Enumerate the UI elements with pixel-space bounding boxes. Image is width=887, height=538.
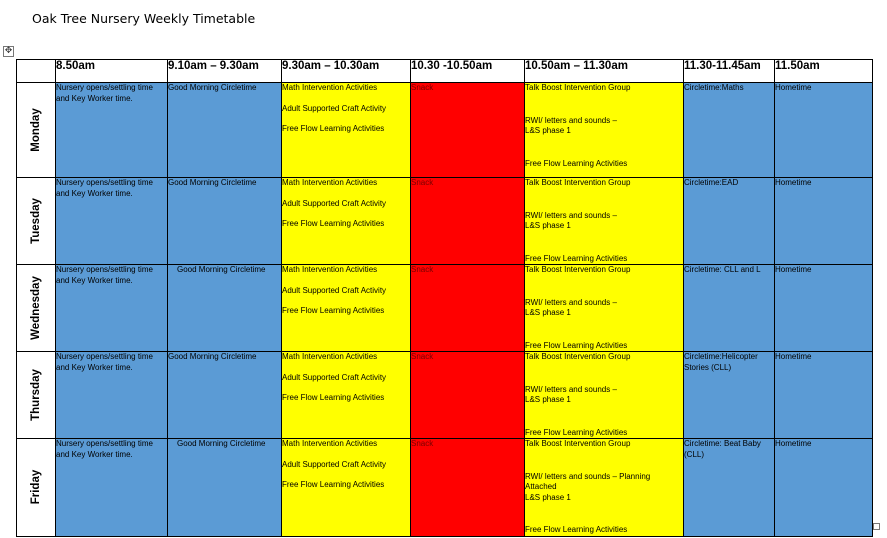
cell-activities: Math Intervention Activities Adult Supported Craft Activity Free Flow Learning Activities bbox=[282, 83, 411, 178]
cell-intervention: Talk Boost Intervention Group RWI/ letters and sounds – L&S phase 1 Free Flow Learning Activities bbox=[525, 352, 684, 439]
column-header: 11.50am bbox=[775, 60, 873, 83]
cell-arrival: Nursery opens/settling time and Key Worker time. bbox=[56, 439, 168, 537]
cell-snack: Snack bbox=[411, 352, 525, 439]
day-label: Thursday bbox=[30, 369, 42, 421]
table-row bbox=[17, 352, 873, 439]
cell-activities: Math Intervention Activities Adult Supported Craft Activity Free Flow Learning Activities bbox=[282, 352, 411, 439]
cell-circletime: Good Morning Circletime bbox=[168, 439, 282, 537]
page-title: Oak Tree Nursery Weekly Timetable bbox=[32, 11, 256, 26]
column-header: 9.30am – 10.30am bbox=[282, 60, 411, 83]
cell-circletime-topic: Circletime: Beat Baby (CLL) bbox=[684, 439, 775, 537]
cell-snack: Snack bbox=[411, 439, 525, 537]
table-row bbox=[17, 265, 873, 352]
cell-hometime: Hometime bbox=[775, 439, 873, 537]
day-header bbox=[17, 83, 56, 178]
cell-circletime-topic: Circletime: CLL and L bbox=[684, 265, 775, 352]
day-label: Wednesday bbox=[30, 276, 42, 340]
cell-circletime: Good Morning Circletime bbox=[168, 265, 282, 352]
day-header bbox=[17, 352, 56, 439]
cell-intervention: Talk Boost Intervention Group RWI/ letters and sounds – Planning Attached L&S phase 1 Free Flow Learning Activities bbox=[525, 439, 684, 537]
day-header bbox=[17, 265, 56, 352]
cell-arrival: Nursery opens/settling time and Key Worker time. bbox=[56, 265, 168, 352]
timetable bbox=[16, 59, 873, 537]
cell-snack: Snack bbox=[411, 178, 525, 265]
cell-hometime: Hometime bbox=[775, 265, 873, 352]
cell-activities: Math Intervention Activities Adult Supported Craft Activity Free Flow Learning Activities bbox=[282, 178, 411, 265]
cell-hometime: Hometime bbox=[775, 178, 873, 265]
cell-arrival: Nursery opens/settling time and Key Worker time. bbox=[56, 178, 168, 265]
table-move-handle-icon[interactable]: ✥ bbox=[4, 46, 13, 56]
cell-intervention: Talk Boost Intervention Group RWI/ letters and sounds – L&S phase 1 Free Flow Learning Activities bbox=[525, 178, 684, 265]
table-row bbox=[17, 439, 873, 537]
column-header: 9.10am – 9.30am bbox=[168, 60, 282, 83]
cell-circletime-topic: Circletime:Maths bbox=[684, 83, 775, 178]
table-resize-handle-icon[interactable] bbox=[873, 523, 880, 530]
corner-cell bbox=[17, 60, 56, 83]
day-label: Monday bbox=[30, 108, 42, 152]
day-label: Tuesday bbox=[30, 198, 42, 244]
cell-arrival: Nursery opens/settling time and Key Worker time. bbox=[56, 83, 168, 178]
column-header: 11.30-11.45am bbox=[684, 60, 775, 83]
cell-hometime: Hometime bbox=[775, 352, 873, 439]
cell-circletime-topic: Circletime:EAD bbox=[684, 178, 775, 265]
cell-activities: Math Intervention Activities Adult Supported Craft Activity Free Flow Learning Activities bbox=[282, 439, 411, 537]
cell-intervention: Talk Boost Intervention Group RWI/ letters and sounds – L&S phase 1 Free Flow Learning Activities bbox=[525, 83, 684, 178]
cell-intervention: Talk Boost Intervention Group RWI/ letters and sounds – L&S phase 1 Free Flow Learning Activities bbox=[525, 265, 684, 352]
day-label: Friday bbox=[30, 469, 42, 505]
column-header: 10.50am – 11.30am bbox=[525, 60, 684, 83]
cell-arrival: Nursery opens/settling time and Key Worker time. bbox=[56, 352, 168, 439]
cell-circletime: Good Morning Circletime bbox=[168, 178, 282, 265]
header-row bbox=[17, 60, 873, 83]
cell-snack: Snack bbox=[411, 83, 525, 178]
cell-hometime: Hometime bbox=[775, 83, 873, 178]
cell-circletime-topic: Circletime:Helicopter Stories (CLL) bbox=[684, 352, 775, 439]
cell-snack: Snack bbox=[411, 265, 525, 352]
cell-circletime: Good Morning Circletime bbox=[168, 83, 282, 178]
table-row bbox=[17, 178, 873, 265]
column-header: 10.30 -10.50am bbox=[411, 60, 525, 83]
cell-circletime: Good Morning Circletime bbox=[168, 352, 282, 439]
day-header bbox=[17, 439, 56, 537]
table-row bbox=[17, 83, 873, 178]
column-header: 8.50am bbox=[56, 60, 168, 83]
cell-activities: Math Intervention Activities Adult Supported Craft Activity Free Flow Learning Activities bbox=[282, 265, 411, 352]
day-header bbox=[17, 178, 56, 265]
